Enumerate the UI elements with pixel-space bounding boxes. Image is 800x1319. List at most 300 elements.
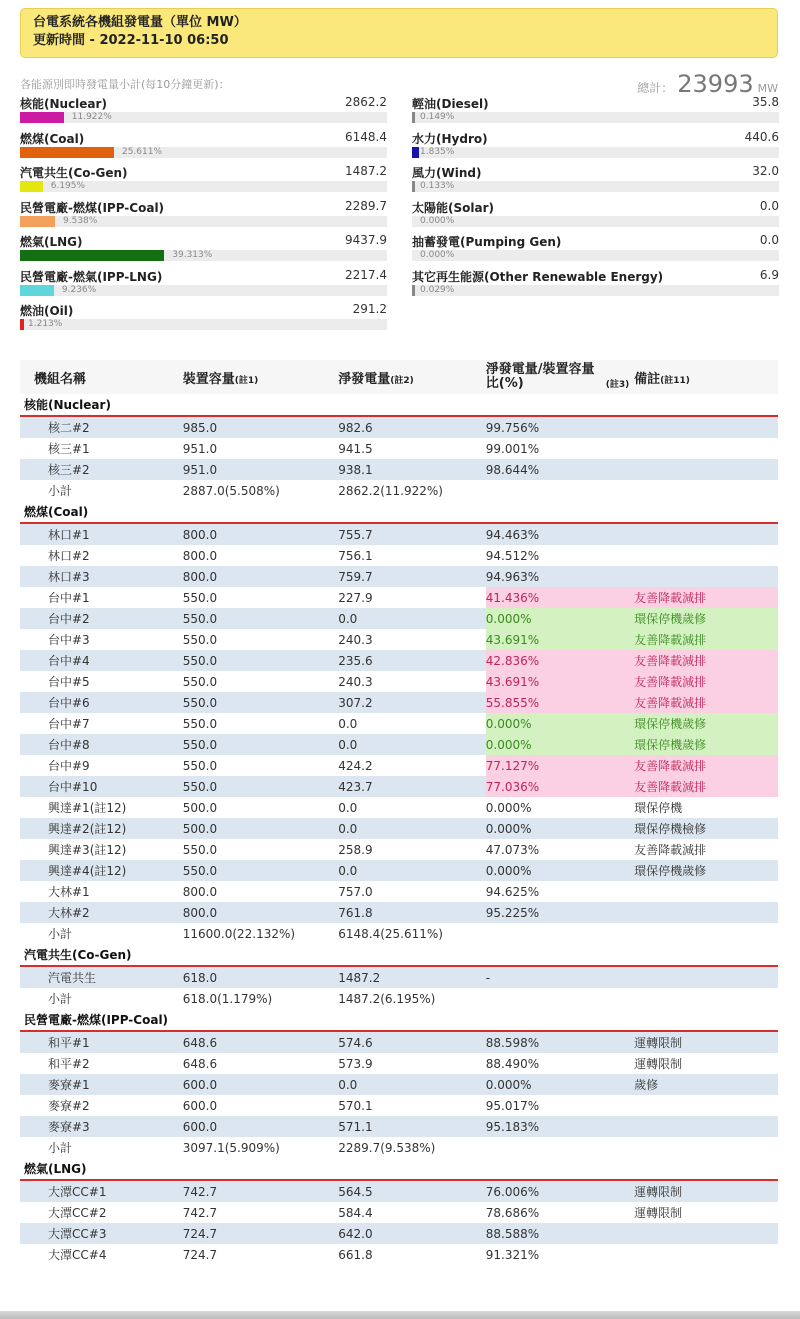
table-row (20, 1095, 778, 1116)
table-row (20, 1202, 778, 1223)
source-bar-track (412, 285, 779, 296)
col-header-net-output: 淨發電量(註2) (338, 360, 486, 394)
source-name: 燃氣(LNG) (20, 235, 83, 249)
cell-remark (634, 966, 778, 988)
source-item (20, 268, 387, 302)
source-percent: 25.611% (121, 146, 163, 157)
cell-net-output: 941.5 (338, 441, 373, 456)
cell-capacity: 2887.0(5.508%) (182, 483, 280, 498)
source-name: 燃煤(Coal) (20, 131, 85, 146)
cell-net-output: 661.8 (338, 1247, 373, 1262)
cell-remark: 友善降載減排 (634, 843, 707, 857)
table-row (20, 608, 778, 629)
source-item (412, 199, 779, 233)
cell-unit-name: 麥寮#3 (20, 1116, 183, 1137)
total-label: 總計： (637, 81, 674, 95)
cell-net-output: 1487.2(6.195%) (338, 991, 436, 1006)
cell-ratio: 76.006% (486, 1180, 634, 1202)
cell-unit-name: 台中#6 (20, 692, 183, 713)
cell-net-output: 307.2 (338, 692, 486, 713)
table-row (20, 545, 778, 566)
group-header-row (20, 394, 778, 416)
cell-ratio: 0.000% (486, 818, 634, 839)
cell-remark (634, 545, 778, 566)
table-row (20, 1244, 778, 1265)
cell-ratio: 94.963% (486, 566, 634, 587)
cell-remark (634, 459, 778, 480)
cell-capacity: 800.0 (183, 523, 339, 545)
cell-capacity: 648.6 (182, 1056, 218, 1071)
source-bar-track (412, 112, 779, 123)
cell-ratio: 47.073% (485, 842, 540, 857)
source-item (20, 95, 387, 129)
cell-capacity: 550.0 (183, 608, 339, 629)
group-name: 民營電廠-燃煤(IPP-Coal) (20, 1009, 778, 1031)
cell-capacity: 618.0 (183, 966, 339, 988)
table-row (20, 734, 778, 755)
cell-ratio: 99.756% (486, 416, 634, 438)
cell-remark: 運轉限制 (634, 1206, 683, 1220)
cell-remark: 友善降載減排 (634, 671, 778, 692)
cell-capacity: 800.0 (182, 548, 218, 563)
cell-unit-name: 核二#2 (20, 416, 183, 438)
source-name: 核能(Nuclear) (20, 97, 107, 111)
cell-net-output: 564.5 (338, 1180, 486, 1202)
cell-net-output: 938.1 (338, 459, 486, 480)
cell-unit-name: 小計 (48, 1141, 73, 1155)
cell-unit-name: 大林#2 (20, 902, 183, 923)
source-bar-fill (20, 216, 55, 227)
subtotal-row (20, 1137, 778, 1158)
cell-net-output: 2862.2(11.922%) (338, 483, 443, 498)
source-item (412, 164, 779, 198)
cell-remark: 環保停機檢修 (634, 818, 778, 839)
cell-net-output: 573.9 (338, 1056, 373, 1071)
cell-unit-name: 和平#2 (48, 1057, 90, 1071)
col-header-unit: 機組名稱 (20, 360, 183, 394)
unit-table (20, 360, 778, 1265)
cell-unit-name: 大潭CC#1 (20, 1180, 183, 1202)
table-row (20, 755, 778, 776)
cell-ratio: 98.644% (486, 459, 634, 480)
cell-ratio: 95.017% (485, 1098, 540, 1113)
table-row (20, 692, 778, 713)
source-item (412, 95, 779, 129)
cell-ratio: 88.588% (486, 1223, 634, 1244)
table-row (20, 713, 778, 734)
table-row (20, 671, 778, 692)
cell-capacity: 550.0 (183, 650, 339, 671)
cell-ratio: - (486, 966, 634, 988)
source-name: 風力(Wind) (412, 166, 482, 180)
table-row (20, 416, 778, 438)
source-value: 6.9 (759, 267, 779, 282)
cell-unit-name: 大潭CC#3 (20, 1223, 183, 1244)
source-percent: 0.000% (420, 215, 455, 226)
summary-caption: 各能源別即時發電量小計(每10分鐘更新)： (20, 78, 230, 91)
cell-unit-name: 大潭CC#4 (48, 1248, 107, 1262)
source-value: 2289.7 (345, 198, 387, 213)
group-header-row (20, 501, 778, 523)
source-bar-track (20, 285, 387, 296)
cell-capacity: 800.0 (183, 902, 339, 923)
table-row (20, 1031, 778, 1053)
cell-unit-name: 大林#1 (48, 885, 90, 899)
cell-remark (634, 902, 778, 923)
cell-net-output: 982.6 (338, 416, 486, 438)
bottom-scroll-shadow (0, 1311, 800, 1319)
cell-unit-name: 麥寮#2 (48, 1099, 90, 1113)
cell-unit-name: 小計 (48, 992, 73, 1006)
cell-remark (634, 1244, 778, 1265)
cell-unit-name: 林口#1 (20, 523, 183, 545)
cell-remark (634, 523, 778, 545)
group-name: 核能(Nuclear) (20, 394, 778, 416)
cell-capacity: 550.0 (183, 692, 339, 713)
table-row (20, 459, 778, 480)
cell-remark: 運轉限制 (634, 1057, 683, 1071)
cell-unit-name: 和平#1 (20, 1031, 183, 1053)
cell-unit-name: 台中#1 (48, 591, 90, 605)
group-name: 汽電共生(Co-Gen) (20, 944, 778, 966)
cell-net-output: 756.1 (338, 548, 373, 563)
source-item (412, 130, 779, 164)
cell-remark: 友善降載減排 (634, 650, 778, 671)
cell-ratio: 0.000% (486, 608, 634, 629)
cell-capacity: 3097.1(5.909%) (182, 1140, 280, 1155)
cell-ratio: 88.490% (485, 1056, 540, 1071)
source-percent: 0.133% (420, 181, 455, 191)
group-header-row (20, 944, 778, 966)
source-bar-track (20, 181, 387, 192)
source-value: 35.8 (752, 95, 779, 109)
cell-net-output: 0.0 (338, 818, 486, 839)
cell-net-output: 1487.2 (338, 966, 486, 988)
cell-remark: 環保停機歲修 (634, 734, 778, 755)
cell-ratio: 0.000% (486, 734, 634, 755)
cell-remark (634, 1116, 778, 1137)
cell-capacity: 550.0 (183, 776, 339, 797)
cell-net-output: 258.9 (338, 842, 373, 857)
cell-unit-name: 台中#8 (20, 734, 183, 755)
cell-unit-name: 台中#3 (48, 633, 90, 647)
table-row (20, 860, 778, 881)
table-row (20, 881, 778, 902)
cell-remark: 環保停機歲修 (634, 713, 778, 734)
source-percent: 0.149% (420, 112, 455, 122)
table-row (20, 1053, 778, 1074)
source-value: 0.0 (759, 233, 779, 247)
cell-unit-name: 汽電共生 (20, 966, 183, 988)
cell-capacity: 550.0 (182, 590, 218, 605)
cell-ratio: 43.691% (486, 629, 634, 650)
cell-ratio: 0.000% (486, 713, 634, 734)
cell-remark (634, 1137, 778, 1158)
cell-net-output: 642.0 (338, 1223, 486, 1244)
cell-capacity: 800.0 (182, 884, 218, 899)
source-bar-fill (20, 112, 64, 123)
cell-remark: 環保停機歲修 (634, 860, 778, 881)
table-row (20, 797, 778, 818)
cell-capacity: 618.0(1.179%) (182, 991, 273, 1006)
cell-capacity: 550.0 (182, 674, 218, 689)
cell-net-output: 424.2 (338, 758, 373, 773)
table-row (20, 566, 778, 587)
cell-ratio: 41.436% (486, 587, 634, 608)
cell-ratio: 0.000% (486, 860, 634, 881)
cell-remark: 環保停機 (634, 801, 683, 815)
cell-remark (634, 566, 778, 587)
table-row (20, 839, 778, 860)
source-name: 民營電廠-燃氣(IPP-LNG) (20, 269, 163, 284)
cell-net-output: 571.1 (338, 1116, 486, 1137)
source-bar-fill (20, 250, 164, 261)
source-bar-fill (412, 285, 415, 296)
cell-remark: 運轉限制 (634, 1031, 778, 1053)
col-header-capacity: 裝置容量(註1) (183, 360, 339, 394)
source-value: 6148.4 (345, 129, 387, 144)
cell-capacity: 648.6 (183, 1031, 339, 1053)
source-percent: 9.236% (61, 284, 97, 295)
source-name: 輕油(Diesel) (412, 97, 489, 111)
cell-capacity: 800.0 (183, 566, 339, 587)
source-percent: 1.835% (420, 146, 455, 157)
table-row (20, 1116, 778, 1137)
cell-net-output: 235.6 (338, 650, 486, 671)
cell-net-output: 574.6 (338, 1031, 486, 1053)
source-name: 其它再生能源(Other Renewable Energy) (412, 269, 664, 284)
cell-remark (634, 416, 778, 438)
cell-unit-name: 興達#3(註12) (48, 843, 127, 857)
cell-net-output: 0.0 (338, 860, 486, 881)
col-header-ratio: 淨發電量/裝置容量比(%) (註3) (486, 360, 634, 394)
subtotal-row (20, 988, 778, 1009)
source-bar-fill (412, 147, 419, 158)
source-value: 2217.4 (345, 267, 387, 282)
cell-ratio: 77.036% (486, 776, 634, 797)
source-percent: 9.538% (63, 215, 98, 226)
total-value: 23993 (677, 70, 754, 98)
cell-ratio (486, 923, 634, 944)
table-row (20, 629, 778, 650)
cell-net-output: 0.0 (338, 716, 358, 731)
source-bar-track (20, 147, 387, 158)
source-name: 抽蓄發電(Pumping Gen) (412, 235, 562, 249)
source-bar-fill (20, 181, 43, 192)
cell-unit-name: 林口#3 (20, 566, 183, 587)
cell-capacity: 985.0 (183, 416, 339, 438)
cell-capacity: 600.0 (183, 1074, 339, 1095)
source-bar-track (412, 181, 779, 192)
cell-remark (634, 1095, 778, 1116)
cell-unit-name: 麥寮#1 (20, 1074, 183, 1095)
source-value: 0.0 (759, 198, 779, 213)
cell-ratio: 94.512% (485, 548, 540, 563)
source-bar-fill (20, 319, 24, 330)
source-percent: 6.195% (50, 181, 86, 191)
source-percent: 0.029% (420, 284, 455, 295)
cell-remark: 友善降載減排 (634, 587, 778, 608)
cell-capacity: 550.0 (182, 632, 218, 647)
source-value: 440.6 (744, 129, 779, 144)
cell-net-output: 0.0 (338, 608, 486, 629)
cell-net-output: 423.7 (338, 776, 486, 797)
cell-capacity: 500.0 (182, 800, 218, 815)
cell-remark (634, 1223, 778, 1244)
cell-capacity: 600.0 (183, 1116, 339, 1137)
cell-ratio: 95.183% (486, 1116, 634, 1137)
table-row (20, 650, 778, 671)
total-output (637, 70, 778, 98)
cell-ratio (486, 988, 634, 1009)
cell-capacity: 550.0 (183, 860, 339, 881)
source-bar-track (20, 250, 387, 261)
cell-unit-name: 台中#4 (20, 650, 183, 671)
source-bar-track (20, 112, 387, 123)
cell-remark: 友善降載減排 (634, 629, 778, 650)
source-item (20, 199, 387, 233)
source-bar-track (20, 216, 387, 227)
source-bar-track (412, 147, 779, 158)
cell-capacity: 724.7 (183, 1223, 339, 1244)
cell-ratio: 42.836% (486, 650, 634, 671)
group-header-row (20, 1009, 778, 1031)
cell-capacity: 951.0 (183, 459, 339, 480)
table-row (20, 438, 778, 459)
source-percent: 1.213% (28, 319, 63, 329)
cell-remark (634, 988, 778, 1009)
cell-capacity: 500.0 (183, 818, 339, 839)
cell-remark (634, 480, 778, 501)
cell-unit-name: 台中#10 (20, 776, 183, 797)
cell-net-output: 755.7 (338, 523, 486, 545)
source-name: 汽電共生(Co-Gen) (20, 166, 128, 180)
table-row (20, 818, 778, 839)
cell-net-output: 759.7 (338, 566, 486, 587)
cell-unit-name: 台中#7 (48, 717, 90, 731)
cell-ratio: 0.000% (486, 1074, 634, 1095)
source-percent: 11.922% (71, 112, 112, 122)
cell-ratio: 99.001% (485, 441, 540, 456)
cell-remark: 環保停機歲修 (634, 608, 778, 629)
cell-capacity: 951.0 (182, 441, 218, 456)
cell-capacity: 550.0 (182, 716, 218, 731)
source-name: 民營電廠-燃煤(IPP-Coal) (20, 200, 165, 215)
cell-net-output: 0.0 (338, 800, 358, 815)
cell-net-output: 570.1 (338, 1098, 373, 1113)
source-name: 水力(Hydro) (412, 131, 488, 146)
col-header-remarks: 備註(註11) (634, 360, 778, 394)
cell-net-output: 0.0 (338, 1074, 486, 1095)
cell-unit-name: 台中#2 (20, 608, 183, 629)
cell-remark: 友善降載減排 (634, 776, 778, 797)
cell-remark: 歲修 (634, 1074, 778, 1095)
group-name: 燃煤(Coal) (20, 501, 778, 523)
table-row (20, 902, 778, 923)
cell-capacity: 11600.0(22.132%) (182, 926, 296, 941)
cell-ratio (486, 1137, 634, 1158)
source-value: 1487.2 (345, 164, 387, 178)
table-row (20, 1223, 778, 1244)
cell-remark (634, 881, 778, 902)
cell-capacity: 742.7 (183, 1180, 339, 1202)
cell-net-output: 761.8 (338, 902, 486, 923)
update-time: 更新時間 - 2022-11-10 06:50 (33, 33, 229, 48)
source-item (20, 130, 387, 164)
source-item (412, 233, 779, 267)
source-item (20, 233, 387, 267)
table-row (20, 587, 778, 608)
cell-net-output: 757.0 (338, 884, 373, 899)
source-name: 燃油(Oil) (20, 304, 74, 318)
table-header (20, 360, 778, 394)
cell-ratio: 55.855% (486, 692, 634, 713)
source-item (20, 302, 387, 336)
source-bar-fill (412, 112, 415, 123)
cell-remark: 友善降載減排 (634, 692, 778, 713)
cell-unit-name: 興達#1(註12) (48, 801, 127, 815)
subtotal-row (20, 923, 778, 944)
cell-remark (634, 923, 778, 944)
cell-capacity: 550.0 (182, 758, 218, 773)
cell-unit-name: 興達#4(註12) (20, 860, 183, 881)
cell-capacity: 600.0 (182, 1098, 218, 1113)
cell-ratio: 95.225% (486, 902, 634, 923)
source-item (412, 268, 779, 302)
source-bar-track (412, 250, 779, 261)
source-percent: 0.000% (420, 250, 455, 260)
source-bar-fill (20, 285, 54, 296)
header-banner (20, 8, 778, 58)
group-name: 燃氣(LNG) (20, 1158, 778, 1180)
cell-unit-name: 大潭CC#2 (48, 1206, 107, 1220)
cell-ratio: 78.686% (485, 1205, 540, 1220)
cell-ratio: 77.127% (486, 755, 634, 776)
cell-ratio: 91.321% (485, 1247, 540, 1262)
table-row (20, 1180, 778, 1202)
table-row (20, 523, 778, 545)
source-value: 291.2 (352, 302, 387, 316)
cell-remark: 運轉限制 (634, 1180, 778, 1202)
source-bar-fill (412, 181, 415, 192)
cell-capacity: 724.7 (182, 1247, 218, 1262)
cell-capacity: 550.0 (183, 734, 339, 755)
cell-unit-name: 小計 (48, 484, 73, 498)
cell-unit-name: 興達#2(註12) (20, 818, 183, 839)
cell-net-output: 0.0 (338, 734, 486, 755)
source-bar-track (412, 216, 779, 227)
source-value: 32.0 (752, 164, 779, 178)
source-bar-fill (20, 147, 114, 158)
cell-unit-name: 小計 (48, 927, 73, 941)
cell-unit-name: 核三#2 (20, 459, 183, 480)
cell-ratio (486, 480, 634, 501)
cell-ratio: 0.000% (485, 800, 532, 815)
cell-ratio: 94.625% (485, 884, 540, 899)
table-row (20, 776, 778, 797)
cell-net-output: 6148.4(25.611%) (338, 926, 443, 941)
cell-unit-name: 核三#1 (48, 442, 90, 456)
cell-capacity: 550.0 (182, 842, 218, 857)
cell-ratio: 43.691% (486, 671, 634, 692)
cell-remark (634, 438, 778, 459)
source-value: 9437.9 (345, 233, 387, 247)
cell-net-output: 240.3 (338, 632, 373, 647)
table-row (20, 1074, 778, 1095)
source-item (20, 164, 387, 198)
cell-capacity: 742.7 (182, 1205, 218, 1220)
page-title: 台電系統各機組發電量（單位 MW） (33, 15, 247, 30)
